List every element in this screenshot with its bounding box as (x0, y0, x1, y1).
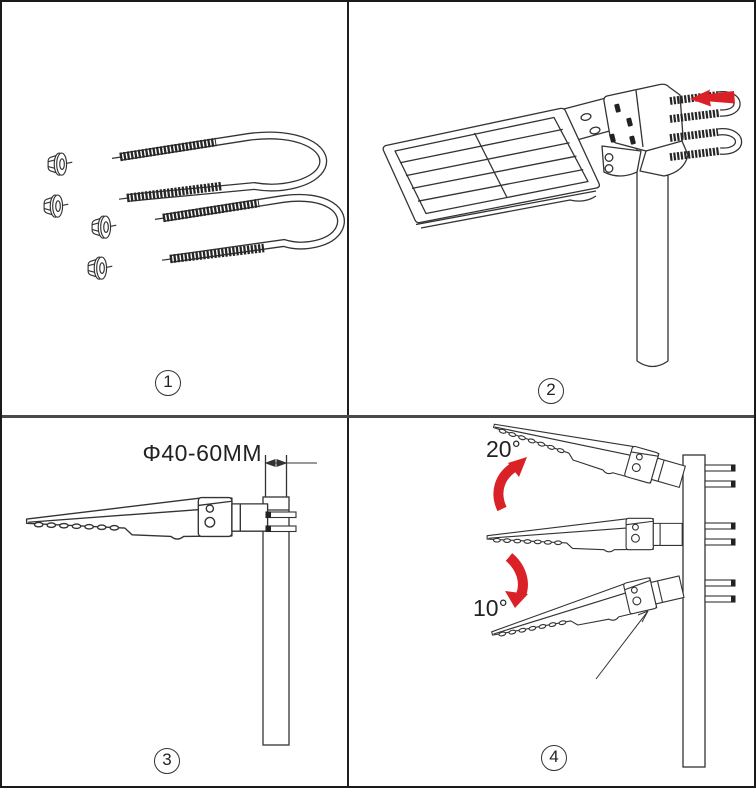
pole-drawing (263, 455, 289, 745)
panel-4-tilt-drawing (349, 418, 754, 786)
flange-nut-icon (88, 257, 112, 279)
street-light-level-drawing (487, 518, 682, 552)
dimension-arrow (266, 460, 317, 466)
panel-1-hardware-drawing (2, 2, 347, 415)
step-number-2: 2 (538, 378, 564, 404)
pole-diameter-label: Φ40-60MM (142, 440, 262, 466)
flange-nuts-group (44, 153, 116, 279)
flange-nut-icon (48, 153, 72, 175)
u-bolts-group (112, 135, 341, 260)
pivot-leader-line (596, 611, 648, 679)
tilt-down-angle-label: 10° (473, 595, 508, 621)
u-bolt-ends-drawing (705, 465, 735, 603)
street-light-side-drawing (27, 498, 268, 539)
tilt-up-angle-label: 20° (486, 436, 521, 462)
rotate-up-arrow-icon (498, 457, 527, 509)
rotate-down-arrow-icon (505, 557, 528, 608)
step-number-1: 1 (155, 370, 181, 396)
flange-nut-icon (92, 216, 116, 238)
pole-drawing (683, 455, 705, 767)
horizontal-divider (2, 415, 754, 418)
step-number-3: 3 (154, 748, 180, 774)
panel-3-diameter-drawing (2, 418, 347, 786)
panel-2-mounting-drawing (349, 2, 754, 415)
solar-light-drawing (383, 108, 599, 228)
vertical-divider (347, 2, 349, 786)
street-light-tilt-down-drawing (488, 571, 686, 648)
flange-nut-icon (44, 195, 68, 217)
step-number-4: 4 (541, 745, 567, 771)
